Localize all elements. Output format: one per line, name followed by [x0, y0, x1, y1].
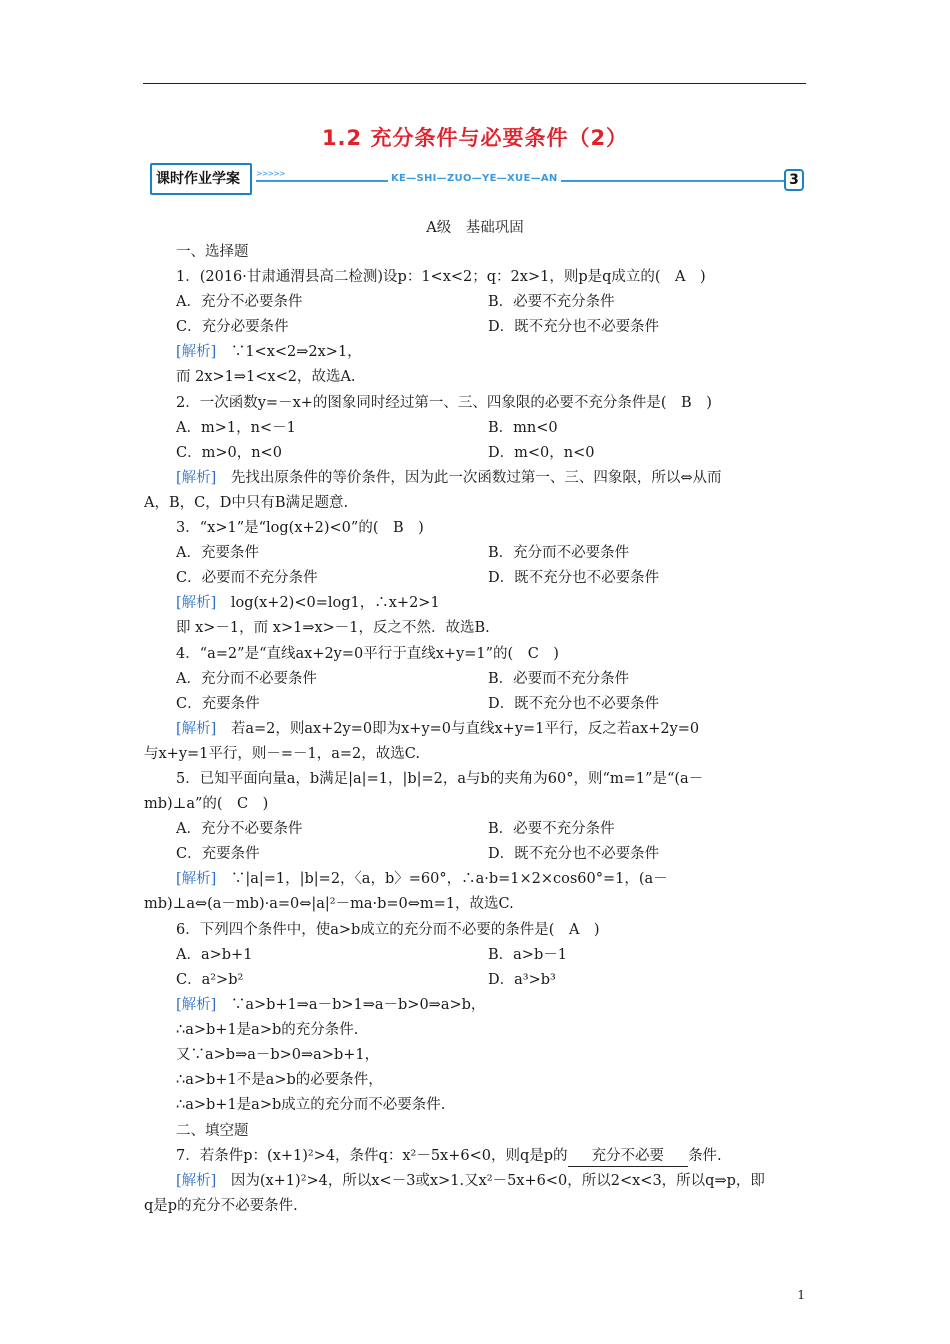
question-2: 2．一次函数y=－x+的图象同时经过第一、三、四象限的必要不充分条件是( B ) [176, 395, 712, 411]
header-rule [143, 83, 806, 84]
banner-number: 3 [784, 169, 804, 191]
q6-option-a: A．a>b+1 [176, 947, 253, 963]
page-number: 1 [797, 1288, 805, 1302]
analysis-tag: [解析] [176, 344, 217, 360]
q1-option-d: D．既不充分也不必要条件 [488, 319, 660, 335]
q6-option-c: C．a²>b² [176, 972, 244, 988]
banner-pinyin: KE—SHI—ZUO—YE—XUE—AN [388, 173, 561, 184]
q6-option-d: D．a³>b³ [488, 972, 556, 988]
analysis-tag: [解析] [176, 997, 217, 1013]
q4-option-a: A．充分而不必要条件 [176, 671, 317, 687]
q6-analysis-line5: ∴a>b+1是a>b成立的充分而不必要条件. [176, 1097, 446, 1113]
q6-analysis: [解析] ∵a>b+1⇒a－b>1⇒a－b>0⇒a>b， [176, 997, 486, 1013]
q4-analysis-cont: 与x+y=1平行，则－=－1，a=2，故选C. [144, 746, 420, 762]
q2-analysis: [解析] 先找出原条件的等价条件，因为此一次函数过第一、三、四象限，所以⇔从而 [176, 470, 722, 486]
q5-analysis: [解析] ∵|a|=1，|b|=2，〈a，b〉=60°，∴a·b=1×2×cos60°=1，(a－ [176, 871, 668, 887]
q2-option-b: B．mn<0 [488, 420, 558, 436]
banner-chevrons: >>>>> [256, 169, 285, 178]
q3-option-a: A．充要条件 [176, 545, 259, 561]
analysis-tag: [解析] [176, 470, 217, 486]
answer-blank: 充分不必要 [568, 1146, 689, 1167]
q4-option-b: B．必要而不充分条件 [488, 671, 630, 687]
q5-option-a: A．充分不必要条件 [176, 821, 303, 837]
q3-option-b: B．充分而不必要条件 [488, 545, 630, 561]
q5-option-c: C．充要条件 [176, 846, 260, 862]
analysis-tag: [解析] [176, 871, 217, 887]
q4-option-d: D．既不充分也不必要条件 [488, 696, 660, 712]
q7-analysis-cont: q是p的充分不必要条件. [144, 1198, 298, 1214]
q6-analysis-line3: 又∵a>b⇒a－b>0⇒a>b+1， [176, 1047, 380, 1063]
q2-analysis-cont: A，B，C，D中只有B满足题意. [144, 495, 349, 511]
question-5-cont: mb)⊥a”的( C ) [144, 796, 269, 812]
question-6: 6．下列四个条件中，使a>b成立的充分而不必要的条件是( A ) [176, 922, 600, 938]
q2-option-c: C．m>0，n<0 [176, 445, 282, 461]
q1-analysis: [解析] ∵1<x<2⇒2x>1， [176, 344, 362, 360]
q5-option-b: B．必要不充分条件 [488, 821, 615, 837]
question-1: 1．(2016·甘肃通渭县高二检测)设p：1<x<2；q：2x>1，则p是q成立的( A ) [176, 269, 706, 285]
q3-analysis: [解析] log(x+2)<0=log1，∴x+2>1 [176, 595, 440, 611]
q6-analysis-line2: ∴a>b+1是a>b的充分条件. [176, 1022, 359, 1038]
q7-analysis: [解析] 因为(x+1)²>4，所以x<－3或x>1.又x²－5x+6<0，所以2<x<3，所以q⇒p，即 [176, 1173, 765, 1189]
section-heading-choice: 一、选择题 [176, 244, 249, 260]
question-3: 3．“x>1”是“log(x+2)<0”的( B ) [176, 520, 424, 536]
analysis-tag: [解析] [176, 721, 217, 737]
section-banner [150, 163, 805, 197]
level-heading: A级 基础巩固 [426, 220, 524, 236]
q5-analysis-cont: mb)⊥a⇔(a－mb)·a=0⇔|a|²－ma·b=0⇔m=1，故选C. [144, 896, 514, 912]
q3-option-c: C．必要而不充分条件 [176, 570, 318, 586]
q3-option-d: D．既不充分也不必要条件 [488, 570, 660, 586]
section-heading-fill: 二、填空题 [176, 1123, 249, 1139]
analysis-tag: [解析] [176, 595, 217, 611]
analysis-tag: [解析] [176, 1173, 217, 1189]
question-5: 5．已知平面向量a，b满足|a|=1，|b|=2，a与b的夹角为60°，则“m=1”是“(a－ [176, 771, 704, 787]
banner-label: 课时作业学案 [150, 163, 252, 195]
q4-option-c: C．充要条件 [176, 696, 260, 712]
q6-analysis-line4: ∴a>b+1不是a>b的必要条件， [176, 1072, 383, 1088]
q6-option-b: B．a>b－1 [488, 947, 567, 963]
q1-option-c: C．充分必要条件 [176, 319, 289, 335]
q2-option-d: D．m<0，n<0 [488, 445, 595, 461]
question-4: 4．“a=2”是“直线ax+2y=0平行于直线x+y=1”的( C ) [176, 646, 559, 662]
question-7: 7．若条件p：(x+1)²>4，条件q：x²－5x+6<0，则q是p的 充分不必要 条件. [176, 1146, 722, 1167]
q1-option-b: B．必要不充分条件 [488, 294, 615, 310]
page-title: 1.2 充分条件与必要条件（2） [321, 126, 629, 150]
q1-analysis-cont: 而 2x>1⇒1<x<2，故选A. [176, 369, 356, 385]
q3-analysis-cont: 即 x>－1，而 x>1⇒x>－1，反之不然．故选B. [176, 620, 490, 636]
q2-option-a: A．m>1，n<－1 [176, 420, 296, 436]
q1-option-a: A．充分不必要条件 [176, 294, 303, 310]
q5-option-d: D．既不充分也不必要条件 [488, 846, 660, 862]
q4-analysis: [解析] 若a=2，则ax+2y=0即为x+y=0与直线x+y=1平行，反之若ax+2y=0 [176, 721, 700, 737]
